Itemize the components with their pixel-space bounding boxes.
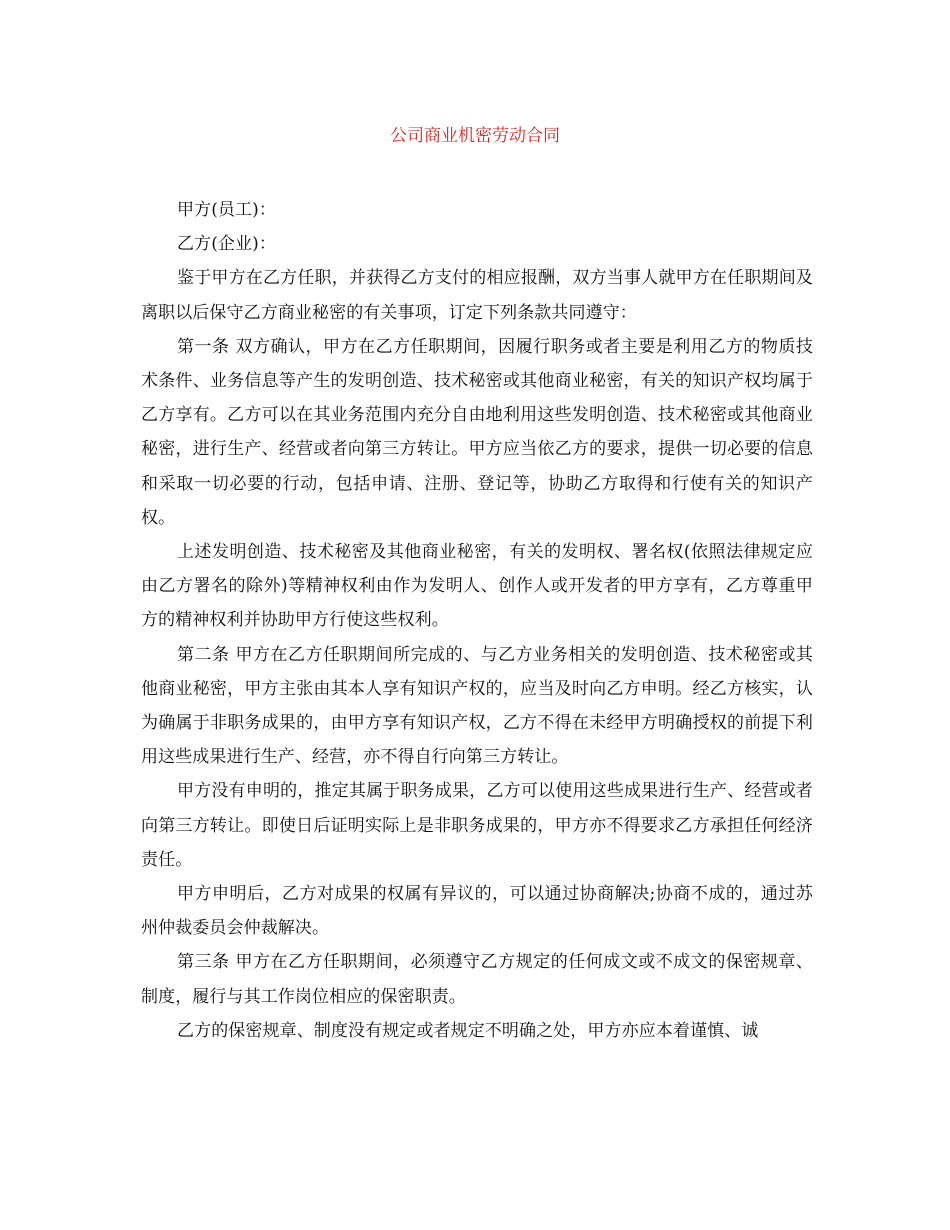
article-2-dispute-paragraph: 甲方申明后，乙方对成果的权属有异议的，可以通过协商解决;协商不成的，通过苏州仲裁委员会仲裁解决。 — [141, 884, 813, 939]
article-2-paragraph: 第二条 甲方在乙方任职期间所完成的、与乙方业务相关的发明创造、技术秘密或其他商业秘密，甲方主张由其本人享有知识产权的，应当及时向乙方申明。经乙方核实，认为确属于非职务成果的，由甲方享有知识产权，乙方不得在未经甲方明确授权的前提下利用这些成果进行生产、经营，亦不得自行向第三方转让。 — [141, 644, 813, 768]
article-3-paragraph: 第三条 甲方在乙方任职期间，必须遵守乙方规定的任何成文或不成文的保密规章、制度，履行与其工作岗位相应的保密职责。 — [141, 952, 813, 1007]
document-title: 公司商业机密劳动合同 — [390, 126, 560, 146]
article-1-paragraph: 第一条 双方确认，甲方在乙方任职期间，因履行职务或者主要是利用乙方的物质技术条件、业务信息等产生的发明创造、技术秘密或其他商业秘密，有关的知识产权均属于乙方享有。乙方可以在其业务范围内充分自由地利用这些发明创造、技术秘密或其他商业秘密，进行生产、经营或者向第三方转让。甲方应当依乙方的要求，提供一切必要的信息和采取一切必要的行动，包括申请、注册、登记等，协助乙方取得和行使有关的知识产权。 — [141, 336, 813, 528]
party-a-line: 甲方(员工)： — [177, 200, 276, 220]
preamble-paragraph: 鉴于甲方在乙方任职，并获得乙方支付的相应报酬，双方当事人就甲方在任职期间及离职以后保守乙方商业秘密的有关事项，订定下列条款共同遵守： — [141, 268, 813, 323]
article-2-undeclared-paragraph: 甲方没有申明的，推定其属于职务成果，乙方可以使用这些成果进行生产、经营或者向第三方转让。即使日后证明实际上是非职务成果的，甲方亦不得要求乙方承担任何经济责任。 — [141, 781, 813, 870]
document-body — [141, 193, 813, 1048]
article-1-moral-rights-paragraph: 上述发明创造、技术秘密及其他商业秘密，有关的发明权、署名权(依照法律规定应由乙方署名的除外)等精神权利由作为发明人、创作人或开发者的甲方享有，乙方尊重甲方的精神权利并协助甲方行使这些权利。 — [141, 542, 813, 631]
article-3-continued-paragraph: 乙方的保密规章、制度没有规定或者规定不明确之处，甲方亦应本着谨慎、诚 — [177, 1020, 759, 1041]
party-b-line: 乙方(企业)： — [177, 234, 276, 255]
